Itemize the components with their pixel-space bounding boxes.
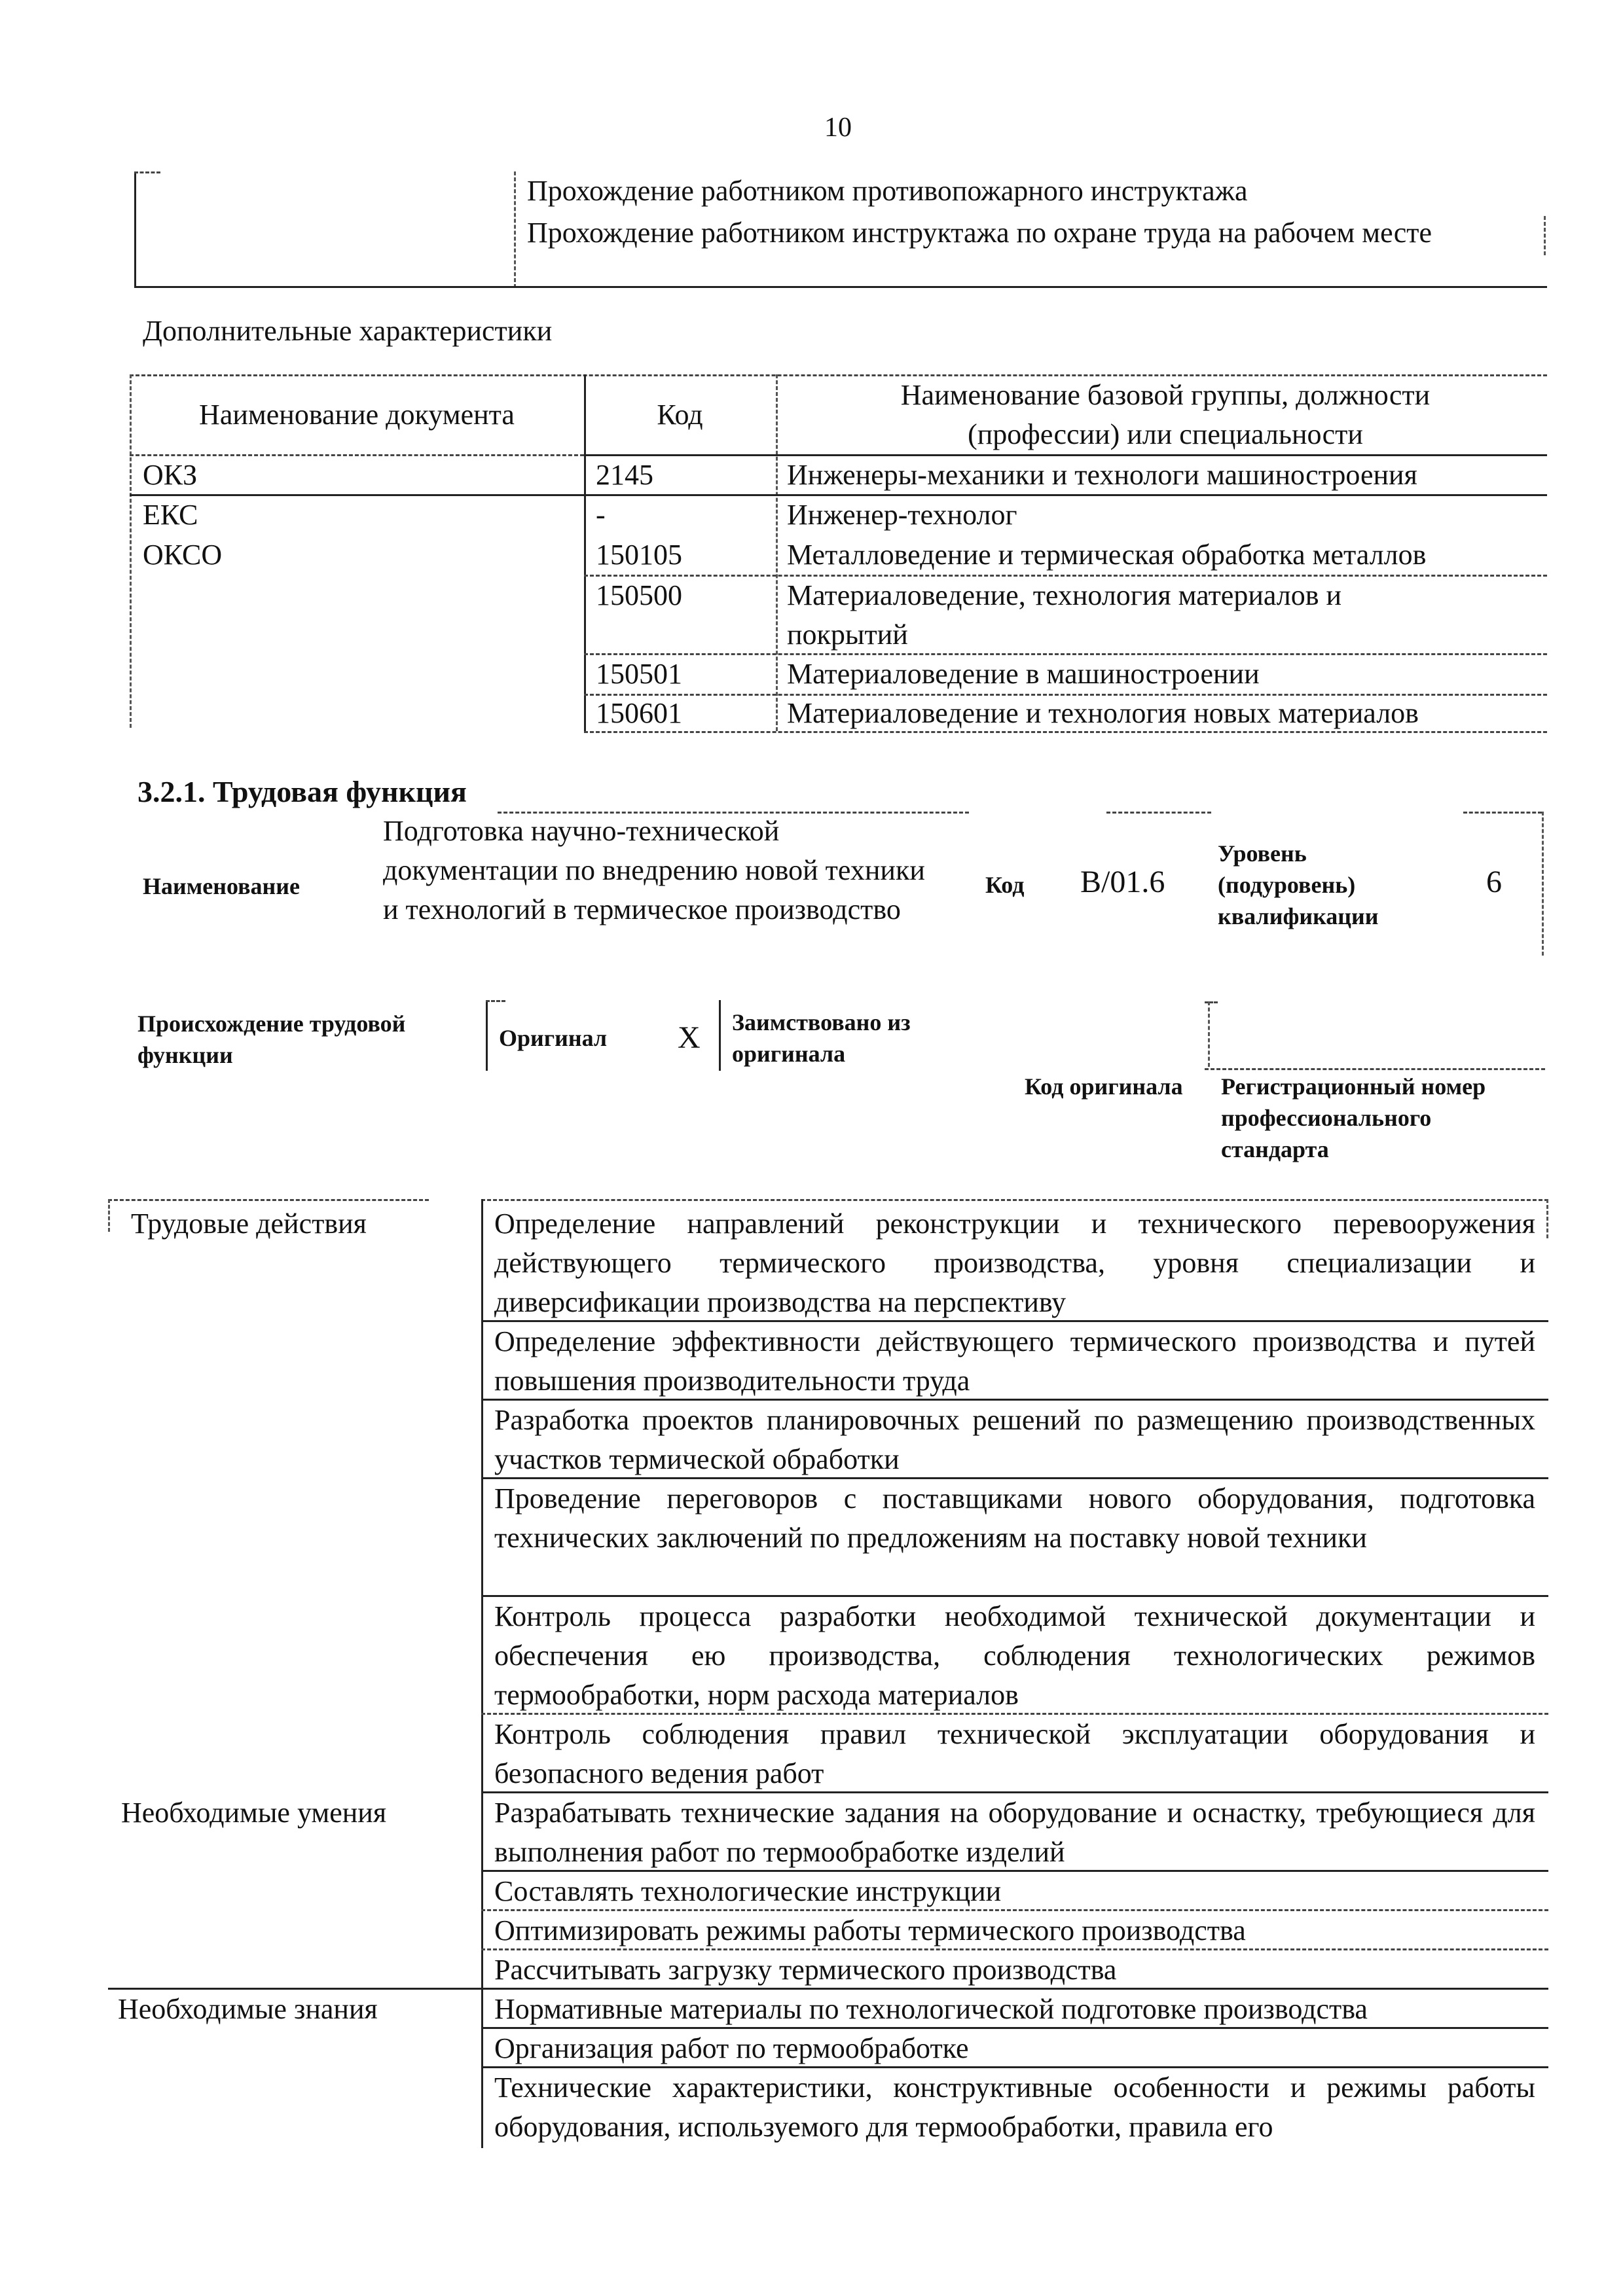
skill-item: Оптимизировать режимы работы термического производства [494, 1914, 1246, 1946]
skill-item: Составлять технологические инструкции [494, 1875, 1002, 1907]
function-name: Подготовка научно-технической документации по внедрению новой техники и технологий в термическое производство [383, 815, 925, 925]
code-cell: 150500 [596, 579, 682, 611]
knowledge-item: Организация работ по термообработке [494, 2032, 969, 2064]
reg-number-label: Регистрационный номер профессионального стандарта [1221, 1073, 1486, 1162]
action-item: Контроль процесса разработки необходимой технической документации и обеспечения ею производства, соблюдения технологических режимов термообработки, норм расхода материалов [494, 1600, 1535, 1711]
code-cell: 2145 [596, 459, 653, 491]
top-table-row: Прохождение работником противопожарного инструктажа [527, 175, 1248, 207]
knowledge-label: Необходимые знания [118, 1993, 378, 2025]
header-code: Код [657, 399, 703, 431]
header-doc: Наименование документа [199, 399, 515, 431]
name-cell: Материаловедение и технология новых материалов [787, 697, 1419, 729]
action-item: Определение эффективности действующего термического производства и путей повышения производительности труда [494, 1325, 1535, 1397]
name-cell: Материаловедение в машиностроении [787, 658, 1260, 690]
action-item: Определение направлений реконструкции и технического перевооружения действующего термического производства, уровня специализации и диверсификации производства на перспективу [494, 1208, 1535, 1318]
action-item: Контроль соблюдения правил технической эксплуатации оборудования и безопасного ведения работ [494, 1718, 1535, 1789]
skill-item: Разрабатывать технические задания на оборудование и оснастку, требующиеся для выполнения работ по термообработке изделий [494, 1797, 1535, 1868]
code-label: Код [985, 872, 1025, 898]
additional-title: Дополнительные характеристики [143, 315, 553, 347]
name-label: Наименование [143, 873, 300, 899]
level-label: Уровень (подуровень) квалификации [1218, 840, 1379, 929]
skill-item: Рассчитывать загрузку термического производства [494, 1954, 1117, 1986]
x-mark: Х [678, 1020, 701, 1055]
action-item: Разработка проектов планировочных решений по размещению производственных участков термической обработки [494, 1404, 1535, 1475]
code-cell: - [596, 499, 606, 531]
action-item: Проведение переговоров с поставщиками нового оборудования, подготовка технических заключений по предложениям на поставку новой техники [494, 1482, 1535, 1554]
name-cell: Металловедение и термическая обработка металлов [787, 539, 1427, 571]
code-cell: 150105 [596, 539, 682, 571]
name-cell: Инженеры-механики и технологи машиностроения [787, 459, 1417, 491]
doc-cell: ОКЗ [143, 459, 198, 491]
function-code: В/01.6 [1080, 865, 1165, 899]
knowledge-item: Технические характеристики, конструктивные особенности и режимы работы оборудования, используемого для термообработки, правила его [494, 2072, 1535, 2143]
knowledge-item: Нормативные материалы по технологической подготовке производства [494, 1993, 1368, 2025]
orig-code-label: Код оригинала [1025, 1073, 1183, 1100]
name-cell: Инженер-технолог [787, 499, 1017, 531]
original-label: Оригинал [499, 1025, 608, 1051]
level-value: 6 [1486, 865, 1502, 899]
code-cell: 150501 [596, 658, 682, 690]
name-cell: Материаловедение, технология материалов и покрытий [787, 579, 1342, 651]
actions-label: Трудовые действия [131, 1208, 367, 1240]
origin-label: Происхождение трудовой функции [137, 1011, 406, 1068]
doc-cell: ОКСО [143, 539, 223, 571]
skills-label: Необходимые умения [121, 1797, 387, 1829]
code-cell: 150601 [596, 697, 682, 729]
page-number: 10 [824, 113, 852, 143]
doc-cell: ЕКС [143, 499, 198, 531]
function-heading: 3.2.1. Трудовая функция [137, 775, 467, 808]
borrowed-label: Заимствовано из оригинала [732, 1009, 911, 1067]
header-name: Наименование базовой группы, должности (профессии) или специальности [900, 379, 1431, 450]
top-table-row: Прохождение работником инструктажа по охране труда на рабочем месте [527, 217, 1432, 249]
